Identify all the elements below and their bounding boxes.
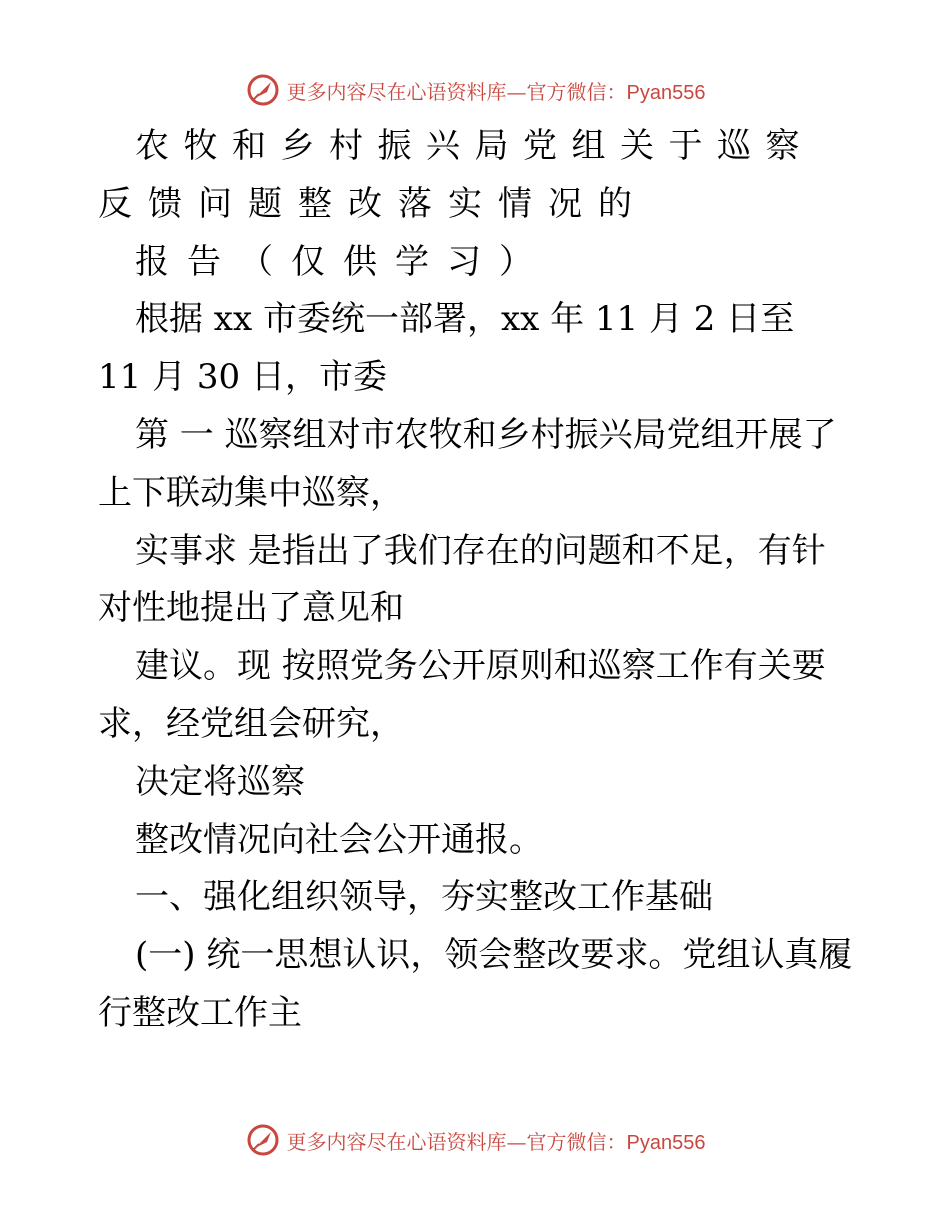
paragraph-line: 实事求 是指出了我们存在的问题和不足，有针 bbox=[135, 530, 826, 571]
paragraph-line: 行整改工作主 bbox=[98, 992, 302, 1033]
paragraph-line: 上下联动集中巡察， bbox=[98, 472, 404, 513]
paragraph-line: 第 一 巡察组对市农牧和乡村振兴局党组开展了 bbox=[135, 414, 837, 455]
watermark-official: 官方微信： bbox=[526, 79, 627, 104]
watermark-dash: — bbox=[506, 1129, 527, 1154]
watermark-text bbox=[287, 76, 706, 105]
watermark-text bbox=[287, 1126, 706, 1155]
footer-watermark-banner bbox=[0, 1120, 950, 1160]
watermark-main: 更多内容尽在心语资料库 bbox=[286, 79, 507, 104]
paragraph-line: 对性地提出了意见和 bbox=[98, 588, 404, 629]
paragraph-line: 整改情况向社会公开通报。 bbox=[135, 819, 543, 860]
section-heading: 一、强化组织领导，夯实整改工作基础 bbox=[135, 877, 713, 918]
document-body bbox=[98, 118, 858, 1043]
title-line-1: 农牧和乡村振兴局党组关于巡察 bbox=[135, 126, 814, 166]
watermark-dash: — bbox=[506, 79, 527, 104]
paragraph-line: 11 月 30 日，市委 bbox=[98, 357, 387, 398]
watermark-main: 更多内容尽在心语资料库 bbox=[286, 1129, 507, 1154]
quill-logo-icon bbox=[245, 1122, 281, 1158]
quill-logo-icon bbox=[245, 72, 281, 108]
watermark-wechat-id: Pyan556 bbox=[626, 81, 706, 104]
title-line-3: 报告（仅供学习） bbox=[135, 241, 551, 282]
watermark-official: 官方微信： bbox=[526, 1129, 627, 1154]
paragraph-line: 求，经党组会研究， bbox=[98, 703, 404, 744]
watermark-wechat-id: Pyan556 bbox=[626, 1131, 706, 1154]
paragraph-line: 建议。现 按照党务公开原则和巡察工作有关要 bbox=[135, 646, 826, 687]
header-watermark-banner bbox=[0, 70, 950, 110]
paragraph-line: 决定将巡察 bbox=[135, 761, 305, 802]
paragraph-line: 根据 xx 市委统一部署，xx 年 11 月 2 日至 bbox=[135, 299, 795, 340]
paragraph-line: (一) 统一思想认识，领会整改要求。党组认真履 bbox=[135, 935, 853, 976]
title-line-2: 反馈问题整改落实情况的 bbox=[98, 183, 648, 224]
